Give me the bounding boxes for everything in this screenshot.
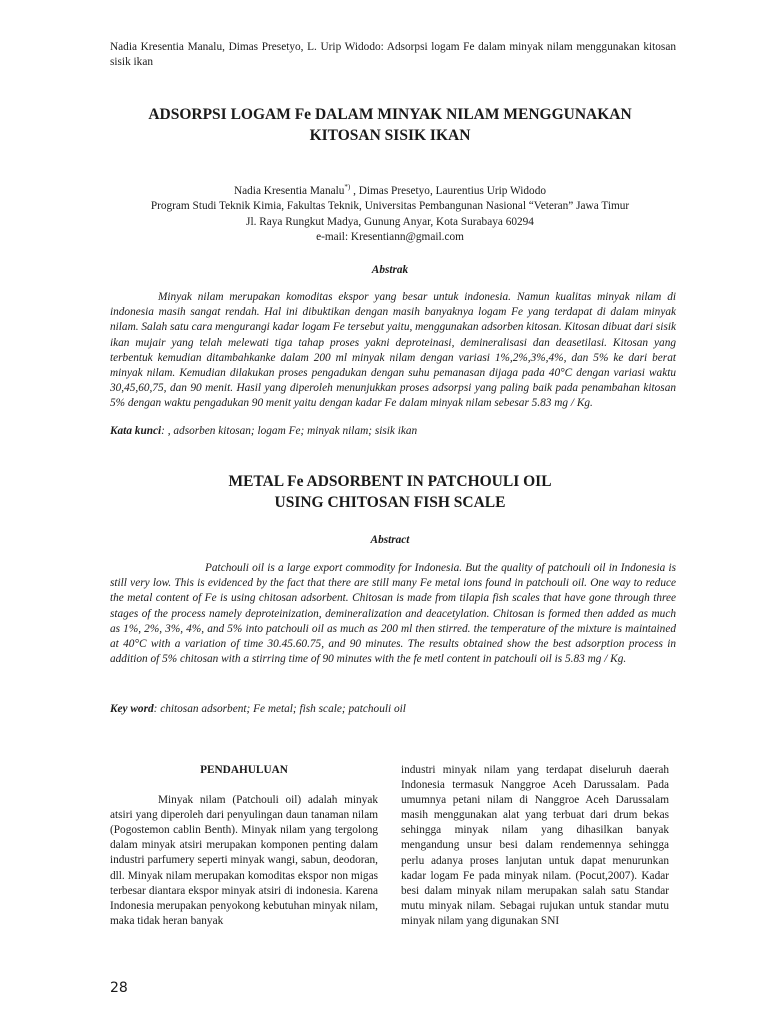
corresponding-author-mark: *) (344, 183, 351, 191)
first-author: Nadia Kresentia Manalu (233, 184, 345, 197)
intro-right-column (401, 763, 669, 929)
keywords-english-label: Key word (110, 703, 154, 715)
keywords-indonesian-text: : , adsorben kitosan; logam Fe; minyak nilam; sisik ikan (161, 425, 418, 437)
page-number: 28 (110, 980, 128, 996)
intro-paragraph-right: industri minyak nilam yang terdapat diseluruh daerah Indonesia termasuk Nanggroe Aceh Darussalam. Pada umumnya petani nilam di Nanggroe Aceh Darussalam masih menggunakan alat yang terbuat dari drum bekas sehingga minyak nilam yang dihasilkan banyak mengandung unsur besi dalam rendemennya sehingga perlu adanya proses lanjutan untuk dapat menurunkan kadar logam Fe pada minyak nilam. (Pocut,2007). Kadar besi dalam minyak nilam merupakan salah satu Standar mutu minyak nilam. Sebagai rujukan untuk standar mutu minyak nilam yang digunakan SNI (401, 764, 669, 927)
co-authors: , Dimas Presetyo, Laurentius Urip Widodo (350, 184, 546, 197)
affiliation: Program Studi Teknik Kimia, Fakultas Teknik, Universitas Pembangunan Nasional “Veteran” Jawa Timur (150, 200, 630, 213)
abstract-english-heading: Abstract (370, 534, 410, 546)
title-english (90, 471, 690, 513)
title-indonesian-line-1: ADSORPSI LOGAM Fe DALAM MINYAK NILAM MENGGUNAKAN (148, 106, 632, 123)
abstract-indonesian-heading: Abstrak (371, 264, 409, 276)
section-heading-pendahuluan: PENDAHULUAN (200, 764, 288, 776)
title-english-line-1: METAL Fe ADSORBENT IN PATCHOULI OIL (228, 473, 552, 490)
author-names (90, 180, 690, 199)
keywords-english-text: : chitosan adsorbent; Fe metal; fish scale; patchouli oil (153, 703, 406, 715)
abstract-indonesian-text: Minyak nilam merupakan komoditas ekspor yang besar untuk indonesia. Namun kualitas minyak nilam di indonesia masih sangat rendah. Hal ini dibuktikan dengan masih banyaknya logam Fe yang terdapat di dalam minyak nilam. Salah satu cara mengurangi kadar logam Fe tersebut yaitu, menggunakan adsorben kitosan. Kitosan dibuat dari sisik ikan mujair yang telah melewati tiga tahap proses yakni deproteinasi, demineralisasi dan deasetilasi. Kitosan yang terbentuk kemudian ditambahkanke dalam 200 ml minyak nilam dengan variasi 1%,2%,3%,4%, dan 5% ke dari berat minyak nilam. Kemudian dilakukan proses pengadukan dengan suhu pemanasan dijaga pada 40°C dengan variasi waktu 30,45,60,75, dan 90 menit. Hasil yang diperoleh menunjukkan proses adsorpsi yang paling baik pada penambahan kitosan 5% dengan waktu pengadukan 90 menit yaitu dengan kadar Fe dalam minyak nilam sebesar 5.83 mg / Kg. (110, 291, 676, 410)
keywords-english (110, 702, 676, 717)
title-indonesian (90, 104, 690, 146)
keywords-indonesian (110, 424, 676, 439)
address: Jl. Raya Rungkut Madya, Gunung Anyar, Kota Surabaya 60294 (246, 215, 534, 228)
intro-left-text: Minyak nilam (Patchouli oil) adalah minyak atsiri yang diperoleh dari penyulingan daun tanaman nilam (Pogostemon cablin Benth). Minyak nilam yang tergolong dalam minyak atsiri merupakan komponen penting dalam industri parfumery seperti minyak wangi, sabun, deodoran, dll. Minyak nilam merupakan komoditas ekspor non migas terbesar diantara ekspor minyak atsiri di indonesia. Karena Indonesia merupakan penyokong kebutuhan minyak nilam, maka tidak heran banyak (110, 794, 378, 927)
intro-paragraph-left (110, 793, 378, 929)
abstract-english-text: Patchouli oil is a large export commodity for Indonesia. But the quality of patchouli oil in Indonesia is still very low. This is evidenced by the fact that there are still many Fe metal ions found in patchouli oil. One way to reduce the metal content of Fe is using chitosan adsorbent. Chitosan is made from tilapia fish scales that have gone through three stages of the process namely deproteinization, demineralization and deacetylation. Chitosan is formed then added as much as 1%, 2%, 3%, 4%, and 5% into patchouli oil as much as 200 ml then stirred. the temperature of the mixture is maintained at 40°C with a variation of time 30.45.60.75, and 90 minutes. The results obtained show the best adsorption process in addition of 5% chitosan with a stirring time of 90 minutes with the fe metl content in patchouli oil is 5.83 mg / Kg. (110, 562, 676, 666)
title-indonesian-line-2: KITOSAN SISIK IKAN (309, 127, 471, 144)
abstract-indonesian-body (110, 290, 676, 412)
email: e-mail: Kresentiann@gmail.com (316, 231, 464, 244)
abstract-english-body (110, 561, 676, 667)
title-english-line-2: USING CHITOSAN FISH SCALE (274, 494, 506, 511)
intro-left-column (110, 763, 378, 929)
running-head: Nadia Kresentia Manalu, Dimas Presetyo, L. Urip Widodo: Adsorpsi logam Fe dalam minyak nilam menggunakan kitosan sisik ikan (110, 41, 676, 68)
author-block (90, 180, 690, 246)
keywords-indonesian-label: Kata kunci (110, 425, 162, 437)
